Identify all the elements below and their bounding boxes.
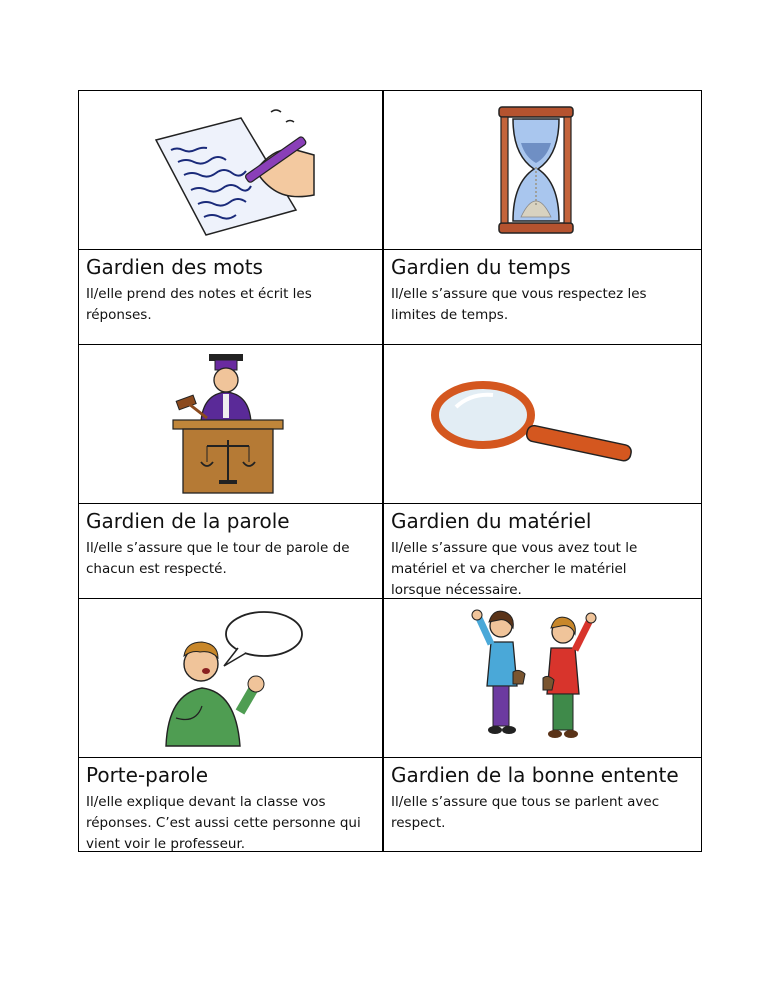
card-4-description: Il/elle s’assure que vous avez tout le matériel et va chercher le matériel lorsque nécessaire. bbox=[391, 540, 638, 598]
card-4-title: Gardien du matériel bbox=[391, 509, 592, 533]
column-divider bbox=[382, 91, 384, 851]
card-4-illustration bbox=[384, 345, 687, 503]
magnifying-glass-icon bbox=[431, 379, 641, 469]
card-5-illustration bbox=[79, 599, 382, 757]
people-waving-icon bbox=[461, 606, 611, 751]
card-3-title: Gardien de la parole bbox=[86, 509, 290, 533]
row-divider bbox=[79, 249, 701, 250]
card-6-illustration bbox=[384, 599, 687, 757]
row-divider bbox=[79, 344, 701, 345]
card-5-description: Il/elle explique devant la classe vos réponses. C’est aussi cette personne qui vient voir le professeur. bbox=[86, 794, 361, 852]
card-3-description: Il/elle s’assure que le tour de parole de chacun est respecté. bbox=[86, 540, 350, 577]
card-3-illustration bbox=[79, 345, 382, 503]
card-5-title: Porte-parole bbox=[86, 763, 209, 787]
card-6-text bbox=[384, 758, 687, 853]
card-5-text bbox=[79, 758, 382, 853]
card-1-description: Il/elle prend des notes et écrit les réponses. bbox=[86, 286, 312, 323]
card-2-title: Gardien du temps bbox=[391, 255, 571, 279]
hourglass-icon bbox=[491, 105, 581, 235]
card-3-text bbox=[79, 504, 382, 599]
card-1-title: Gardien des mots bbox=[86, 255, 263, 279]
card-2-description: Il/elle s’assure que vous respectez les limites de temps. bbox=[391, 286, 647, 323]
row-divider bbox=[79, 598, 701, 599]
card-1-illustration bbox=[79, 91, 382, 249]
card-4-text bbox=[384, 504, 687, 599]
speaker-icon bbox=[156, 606, 306, 751]
card-2-text bbox=[384, 250, 687, 345]
row-divider bbox=[79, 757, 701, 758]
card-1-text bbox=[79, 250, 382, 345]
card-6-title: Gardien de la bonne entente bbox=[391, 763, 679, 787]
row-divider bbox=[79, 503, 701, 504]
role-cards-sheet bbox=[78, 90, 702, 852]
card-2-illustration bbox=[384, 91, 687, 249]
card-6-description: Il/elle s’assure que tous se parlent avec respect. bbox=[391, 794, 660, 831]
judge-icon bbox=[171, 352, 291, 497]
writing-hand-icon bbox=[146, 100, 316, 240]
